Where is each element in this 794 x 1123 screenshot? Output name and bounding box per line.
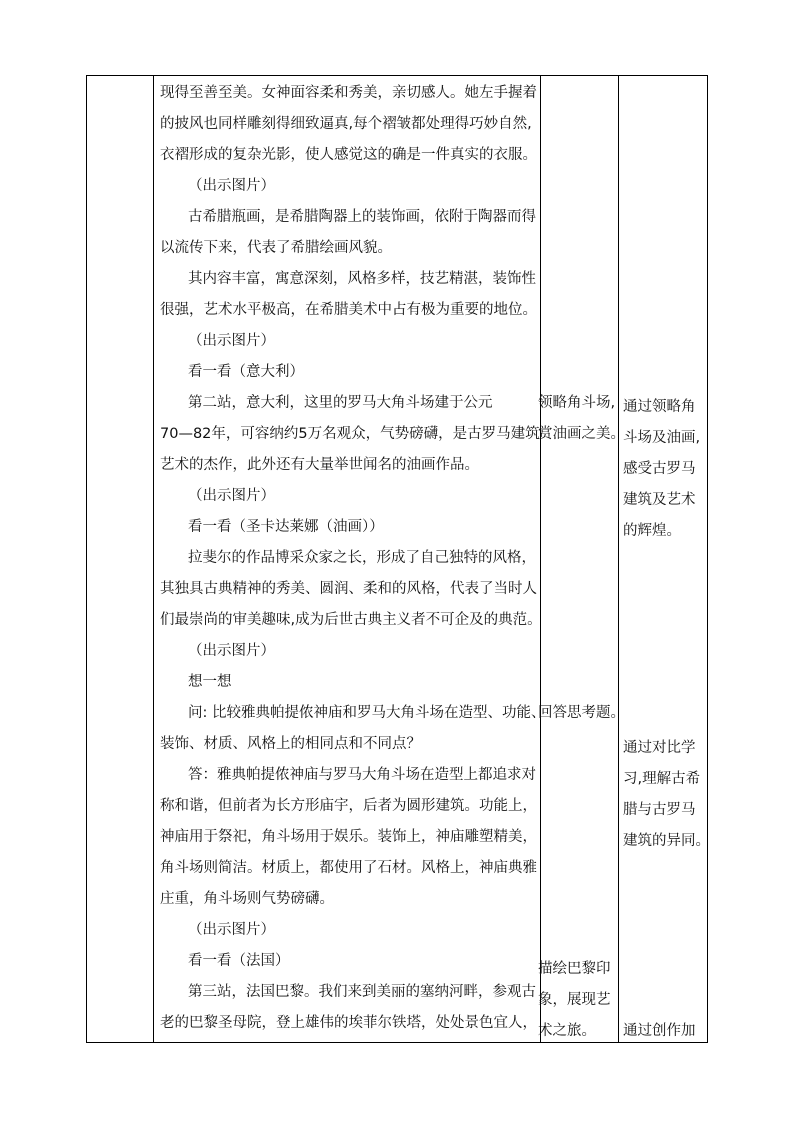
design-intent-line: 建筑及艺术 bbox=[623, 492, 696, 508]
answer-line: 答：雅典帕提侬神庙与罗马大角斗场在造型上都追求对 bbox=[188, 767, 536, 783]
paragraph-line: 们最崇尚的审美趣味,成为后世古典主义者不可企及的典范。 bbox=[160, 612, 542, 628]
paragraph-line: 老的巴黎圣母院，登上雄伟的埃菲尔铁塔，处处景色宜人， bbox=[160, 1015, 537, 1031]
column-divider bbox=[153, 76, 154, 1042]
section-heading: 看一看（法国） bbox=[188, 953, 290, 969]
image-note: （出示图片） bbox=[188, 488, 275, 504]
design-intent-line: 习,理解古希 bbox=[623, 771, 701, 787]
image-note: （出示图片） bbox=[188, 643, 275, 659]
student-activity-line: 领略角斗场, bbox=[538, 395, 616, 411]
question-line: 问: 比较雅典帕提侬神庙和罗马大角斗场在造型、功能、 bbox=[188, 705, 546, 721]
design-intent-line: 通过领略角 bbox=[623, 399, 696, 415]
section-heading: 看一看（圣卡达莱娜（油画）） bbox=[188, 519, 384, 535]
design-intent-line: 感受古罗马 bbox=[623, 461, 696, 477]
question-line: 装饰、材质、风格上的相同点和不同点？ bbox=[160, 736, 421, 752]
design-intent-line: 建筑的异同。 bbox=[623, 833, 710, 849]
student-activity-line: 术之旅。 bbox=[538, 1023, 596, 1039]
paragraph-line: 现得至善至美。女神面容柔和秀美，亲切感人。她左手握着 bbox=[160, 85, 537, 101]
design-intent-line: 通过创作加 bbox=[623, 1023, 696, 1039]
student-activity-line: 回答思考题。 bbox=[538, 705, 625, 721]
paragraph-line: 第三站，法国巴黎。我们来到美丽的塞纳河畔，参观古 bbox=[188, 984, 536, 1000]
column-divider bbox=[618, 76, 619, 1042]
section-heading: 想一想 bbox=[188, 674, 232, 690]
paragraph-line: 70—82年，可容纳约5万名观众，气势磅礴，是古罗马建筑 bbox=[160, 426, 540, 442]
paragraph-line: 衣褶形成的复杂光影，使人感觉这的确是一件真实的衣服。 bbox=[160, 147, 537, 163]
design-intent-line: 腊与古罗马 bbox=[623, 802, 696, 818]
paragraph-line: 其独具古典精神的秀美、圆润、柔和的风格，代表了当时人 bbox=[160, 581, 537, 597]
image-note: （出示图片） bbox=[188, 922, 275, 938]
design-intent-line: 斗场及油画, bbox=[623, 430, 701, 446]
section-heading: 看一看（意大利） bbox=[188, 364, 304, 380]
student-activity-line: 象，展现艺 bbox=[538, 992, 611, 1008]
paragraph-line: 第二站，意大利，这里的罗马大角斗场建于公元 bbox=[188, 395, 493, 411]
paragraph-line: 艺术的杰作，此外还有大量举世闻名的油画作品。 bbox=[160, 457, 479, 473]
answer-line: 称和谐，但前者为长方形庙宇，后者为圆形建筑。功能上， bbox=[160, 798, 537, 814]
answer-line: 神庙用于祭祀，角斗场用于娱乐。装饰上，神庙雕塑精美， bbox=[160, 829, 537, 845]
paragraph-line: 以流传下来，代表了希腊绘画风貌。 bbox=[160, 240, 392, 256]
paragraph-line: 的披风也同样雕刻得细致逼真,每个褶皱都处理得巧妙自然, bbox=[160, 116, 532, 132]
paragraph-line: 拉斐尔的作品博采众家之长，形成了自己独特的风格， bbox=[188, 550, 536, 566]
image-note: （出示图片） bbox=[188, 333, 275, 349]
student-activity-line: 赏油画之美。 bbox=[538, 426, 625, 442]
answer-line: 角斗场则简洁。材质上，都使用了石材。风格上，神庙典雅 bbox=[160, 860, 537, 876]
paragraph-line: 其内容丰富，寓意深刻，风格多样，技艺精湛，装饰性 bbox=[188, 271, 536, 287]
paragraph-line: 很强，艺术水平极高，在希腊美术中占有极为重要的地位。 bbox=[160, 302, 537, 318]
image-note: （出示图片） bbox=[188, 178, 275, 194]
paragraph-line: 古希腊瓶画，是希腊陶器上的装饰画，依附于陶器而得 bbox=[188, 209, 536, 225]
student-activity-line: 描绘巴黎印 bbox=[538, 961, 611, 977]
answer-line: 庄重，角斗场则气势磅礴。 bbox=[160, 891, 334, 907]
design-intent-line: 通过对比学 bbox=[623, 740, 696, 756]
design-intent-line: 的辉煌。 bbox=[623, 523, 681, 539]
